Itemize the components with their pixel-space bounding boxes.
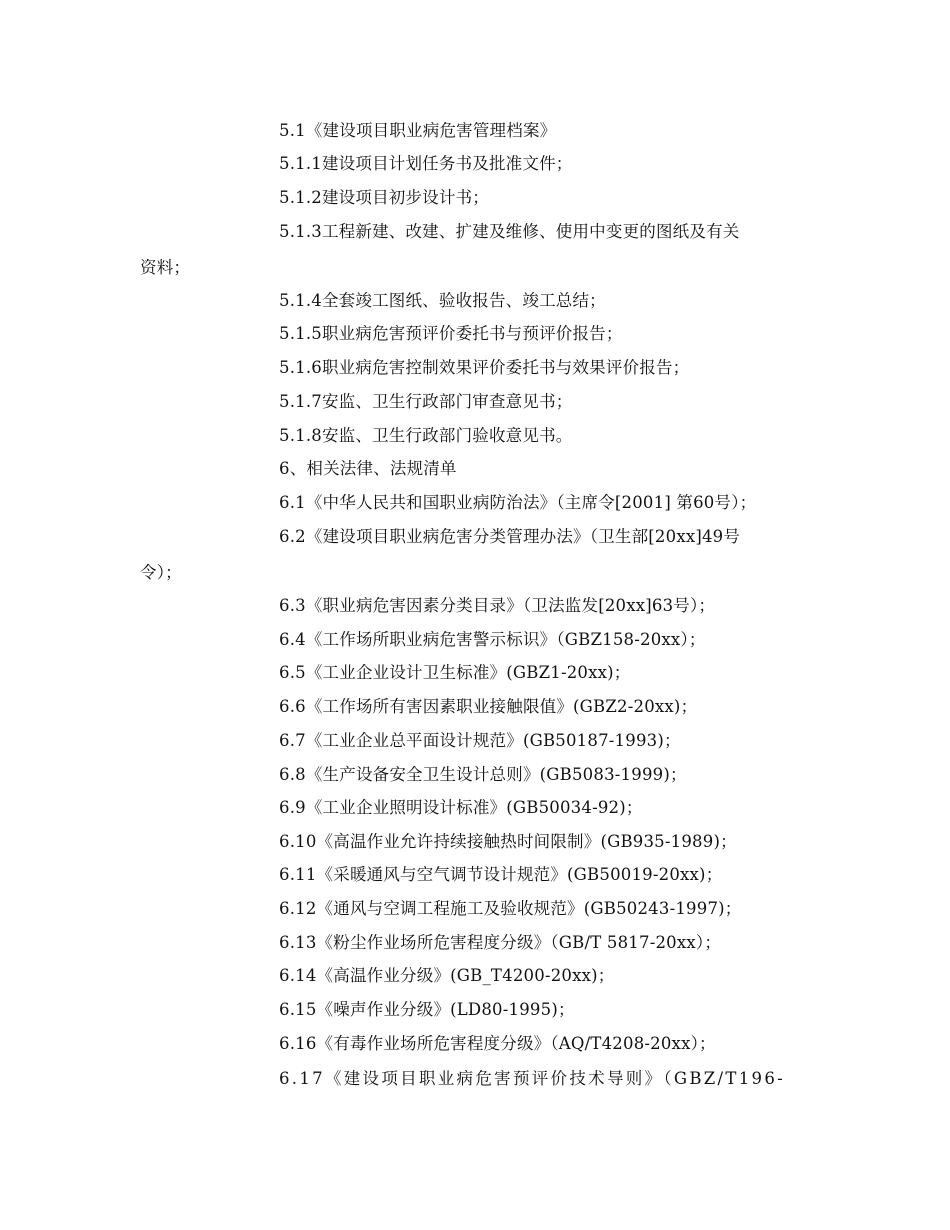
text-line: 6.6《工作场所有害因素职业接触限值》(GBZ2-20xx)； xyxy=(279,697,698,716)
text-line: 5.1.1建设项目计划任务书及批准文件； xyxy=(279,154,573,173)
text-line: 6.10《高温作业允许持续接触热时间限制》(GB935-1989)； xyxy=(279,832,737,851)
text-line: 5.1.2建设项目初步设计书； xyxy=(279,188,489,207)
text-line: 5.1.5职业病危害预评价委托书与预评价报告； xyxy=(279,324,623,343)
text-line: 6.3《职业病危害因素分类目录》（卫法监发[20xx]63号）； xyxy=(279,596,716,615)
text-line: 6.2《建设项目职业病危害分类管理办法》（卫生部[20xx]49号 xyxy=(279,527,741,546)
text-line: 5.1.3工程新建、改建、扩建及维修、使用中变更的图纸及有关 xyxy=(279,222,740,241)
text-line: 6.13《粉尘作业场所危害程度分级》（GB/T 5817-20xx）； xyxy=(279,933,722,952)
text-line: 6.14《高温作业分级》(GB_T4200-20xx)； xyxy=(279,966,615,985)
text-line: 令）； xyxy=(140,563,182,582)
text-line: 资料； xyxy=(140,258,191,277)
text-line: 5.1《建设项目职业病危害管理档案》 xyxy=(279,121,557,140)
text-line: 5.1.8安监、卫生行政部门验收意见书。 xyxy=(279,426,573,445)
text-line: 6.1《中华人民共和国职业病防治法》（主席令[2001] 第60号）； xyxy=(279,493,757,512)
text-line: 5.1.7安监、卫生行政部门审查意见书； xyxy=(279,392,573,411)
text-line: 6.12《通风与空调工程施工及验收规范》(GB50243-1997)； xyxy=(279,899,742,918)
text-line: 6.7《工业企业总平面设计规范》(GB50187-1993)； xyxy=(279,731,681,750)
text-line: 6.8《生产设备安全卫生设计总则》(GB5083-1999)； xyxy=(279,765,687,784)
text-line: 6.4《工作场所职业病危害警示标识》（GBZ158-20xx）； xyxy=(279,630,706,649)
text-line: 6.16《有毒作业场所危害程度分级》（AQ/T4208-20xx）； xyxy=(279,1034,716,1053)
text-line: 5.1.6职业病危害控制效果评价委托书与效果评价报告； xyxy=(279,358,690,377)
text-line: 6.17《建设项目职业病危害预评价技术导则》（GBZ/T196- xyxy=(279,1069,785,1088)
text-line: 6.5《工业企业设计卫生标准》(GBZ1-20xx)； xyxy=(279,663,631,682)
text-line: 5.1.4全套竣工图纸、验收报告、竣工总结； xyxy=(279,291,606,310)
text-line: 6.15《噪声作业分级》(LD80-1995)； xyxy=(279,1000,575,1019)
section-heading: 6、相关法律、法规清单 xyxy=(279,459,457,478)
text-line: 6.9《工业企业照明设计标准》(GB50034-92)； xyxy=(279,798,643,817)
text-line: 6.11《采暖通风与空气调节设计规范》(GB50019-20xx)； xyxy=(279,865,723,884)
